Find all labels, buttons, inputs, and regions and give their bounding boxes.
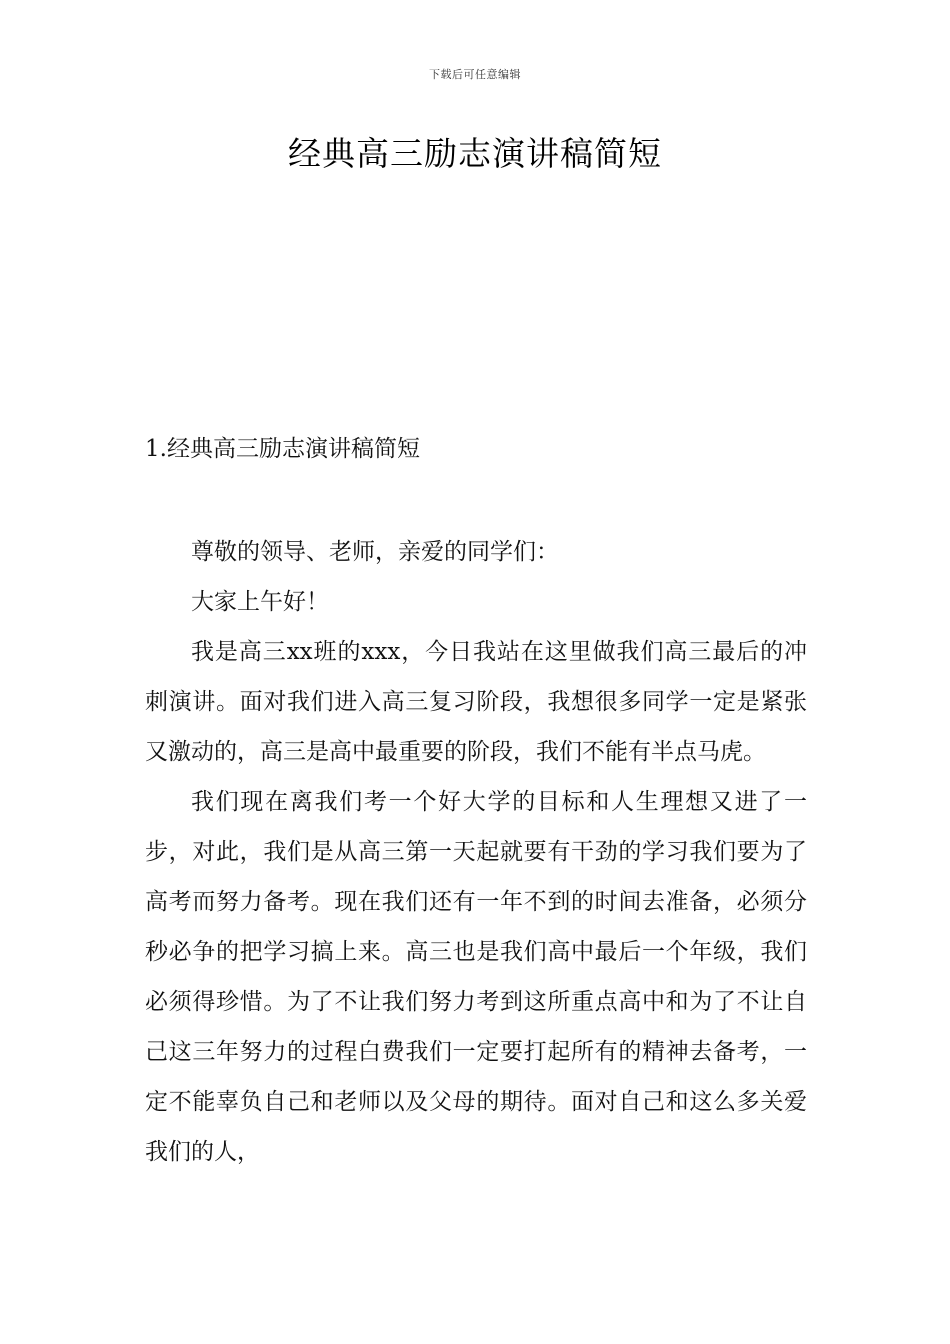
section-heading: 1.经典高三励志演讲稿简短	[145, 436, 420, 462]
paragraph-greeting: 大家上午好！	[191, 589, 329, 615]
body-text	[145, 527, 807, 1177]
paragraph-salutation: 尊敬的领导、老师，亲爱的同学们：	[191, 539, 559, 565]
paragraph-introduction: 我是高三xx班的xxx，今日我站在这里做我们高三最后的冲刺演讲。面对我们进入高三复习阶段，我想很多同学一定是紧张又激动的，高三是高中最重要的阶段，我们不能有半点马虎。	[145, 639, 807, 765]
header-note: 下载后可任意编辑	[429, 68, 521, 81]
paragraph-main: 我们现在离我们考一个好大学的目标和人生理想又进了一步，对此，我们是从高三第一天起就要有干劲的学习我们要为了高考而努力备考。现在我们还有一年不到的时间去准备，必须分秒必争的把学习搞上来。高三也是我们高中最后一个年级，我们必须得珍惜。为了不让我们努力考到这所重点高中和为了不让自己这三年努力的过程白费我们一定要打起所有的精神去备考，一定不能辜负自己和老师以及父母的期待。面对自己和这么多关爱我们的人，	[145, 789, 807, 1165]
document-title: 经典高三励志演讲稿简短	[288, 134, 662, 173]
